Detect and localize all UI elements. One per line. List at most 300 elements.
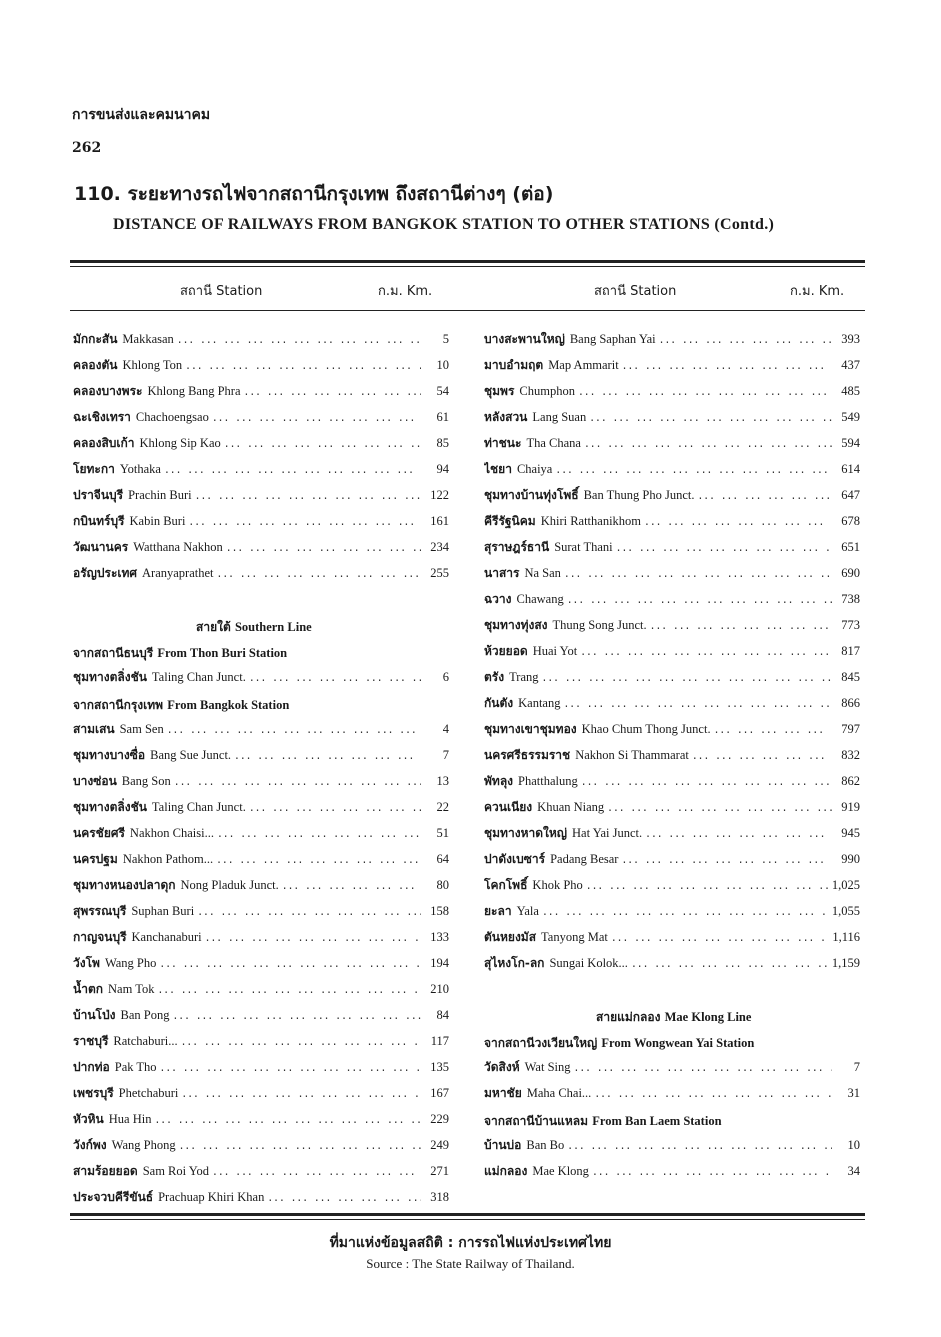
distance-km: 6 — [442, 670, 449, 684]
station-name-thai: ชุมพร — [484, 384, 515, 398]
station-name-thai: สามเสน — [73, 722, 115, 736]
section-label-english: From Ban Laem Station — [592, 1114, 722, 1128]
station-name-english: Kanchanaburi — [131, 930, 202, 944]
station-name-english: Trang — [509, 670, 539, 684]
station-name-english: Prachuap Khiri Khan — [158, 1190, 265, 1204]
station-name-english: Wang Phong — [111, 1138, 176, 1152]
table-row — [484, 850, 860, 870]
station-name-thai: มักกะสัน — [73, 332, 118, 346]
distance-km: 1,116 — [832, 930, 860, 944]
station-name-thai: สามร้อยยอด — [73, 1164, 138, 1178]
station-name-thai: คลองสิบเก้า — [73, 436, 135, 450]
dot-leader — [235, 748, 421, 762]
from-wongwean-heading — [484, 1034, 754, 1053]
source-english: Source : The State Railway of Thailand. — [366, 1256, 575, 1271]
distance-km: 1,159 — [831, 956, 860, 970]
table-row — [484, 486, 860, 506]
table-row — [73, 928, 449, 948]
distance-km: 10 — [847, 1138, 860, 1152]
table-row — [73, 668, 449, 688]
station-name-english: Wat Sing — [524, 1060, 571, 1074]
page-header-category: การขนส่งและคมนาคม — [72, 107, 211, 123]
table-row — [484, 642, 860, 662]
table-row — [73, 876, 449, 896]
station-name-english: Aranyaprathet — [142, 566, 214, 580]
table-top-rule-thin — [70, 266, 865, 267]
table-title-english: DISTANCE OF RAILWAYS FROM BANGKOK STATION TO OTHER STATIONS (Contd.) — [113, 216, 775, 233]
table-row — [484, 512, 860, 532]
distance-km: 5 — [442, 332, 449, 346]
station-name-thai: ยะลา — [484, 904, 512, 918]
dot-leader — [189, 514, 421, 528]
distance-km: 866 — [841, 696, 860, 710]
dot-leader — [587, 878, 828, 892]
station-name-thai: วัดสิงห์ — [484, 1060, 520, 1074]
southern-line-heading — [196, 618, 312, 637]
station-name-thai: นาสาร — [484, 566, 520, 580]
source-thai: ที่มาแห่งข้อมูลสถิติ : การรถไฟแห่งประเทศไทย — [329, 1235, 612, 1251]
table-row — [484, 330, 860, 350]
distance-km: 1,025 — [831, 878, 860, 892]
table-bottom-rule-thin — [70, 1219, 865, 1220]
table-row — [73, 980, 449, 1000]
section-label-english: From Thon Buri Station — [157, 646, 288, 660]
station-name-thai: ปาดังเบซาร์ — [484, 852, 546, 866]
distance-km: 271 — [430, 1164, 449, 1178]
dot-leader — [198, 904, 421, 918]
section-label-thai: สายแม่กลอง — [596, 1010, 661, 1024]
dot-leader — [582, 774, 832, 788]
table-row — [73, 330, 449, 350]
dot-leader — [182, 1086, 421, 1100]
distance-km: 549 — [841, 410, 860, 424]
dot-leader — [575, 1060, 833, 1074]
dot-leader — [245, 384, 421, 398]
distance-km: 862 — [841, 774, 860, 788]
dot-leader — [579, 384, 832, 398]
station-name-thai: น้ำตก — [73, 982, 103, 996]
station-name-english: Ban Thung Pho Junct. — [583, 488, 695, 502]
distance-km: 80 — [436, 878, 449, 892]
dot-leader — [155, 1112, 421, 1126]
table-row — [73, 434, 449, 454]
station-name-english: Khlong Sip Kao — [139, 436, 221, 450]
table-row — [484, 1162, 860, 1182]
dot-leader — [213, 1164, 421, 1178]
section-label-thai: จากสถานีวงเวียนใหญ่ — [484, 1036, 598, 1050]
station-name-thai: คลองตัน — [73, 358, 118, 372]
station-name-thai: สุราษฎร์ธานี — [484, 540, 550, 554]
table-row — [73, 460, 449, 480]
distance-km: 594 — [841, 436, 860, 450]
station-name-english: Suphan Buri — [131, 904, 195, 918]
right-station-header: สถานี Station — [594, 284, 677, 299]
table-row — [73, 1188, 449, 1208]
dot-leader — [612, 930, 828, 944]
dot-leader — [698, 488, 832, 502]
distance-km: 614 — [841, 462, 860, 476]
distance-km: 690 — [841, 566, 860, 580]
station-name-english: Lang Suan — [532, 410, 587, 424]
table-row — [484, 1084, 860, 1104]
station-name-thai: หัวหิน — [73, 1112, 104, 1126]
station-name-thai: ประจวบคีรีขันธ์ — [73, 1190, 154, 1204]
section-label-english: From Wongwean Yai Station — [601, 1036, 755, 1050]
station-name-english: Nong Pladuk Junct. — [180, 878, 279, 892]
dot-leader — [565, 566, 832, 580]
station-name-thai: ชุมทางบ้านทุ่งโพธิ์ — [484, 488, 579, 502]
dot-leader — [268, 1190, 421, 1204]
from-thon-buri-heading — [73, 644, 287, 663]
dot-leader — [568, 1138, 832, 1152]
station-name-english: Wang Pho — [104, 956, 157, 970]
dot-leader — [590, 410, 832, 424]
table-row — [484, 460, 860, 480]
section-label-english: Southern Line — [234, 620, 312, 634]
distance-km: 4 — [442, 722, 449, 736]
dot-leader — [617, 540, 832, 554]
from-bangkok-heading — [73, 696, 289, 715]
station-name-english: Taling Chan Junct. — [151, 670, 246, 684]
distance-km: 13 — [436, 774, 449, 788]
table-row — [484, 434, 860, 454]
station-name-thai: ปากท่อ — [73, 1060, 110, 1074]
table-row — [73, 902, 449, 922]
distance-km: 7 — [853, 1060, 860, 1074]
station-name-english: Chachoengsao — [135, 410, 209, 424]
distance-km: 54 — [436, 384, 449, 398]
dot-leader — [543, 904, 828, 918]
station-name-english: Prachin Buri — [128, 488, 192, 502]
dot-leader — [568, 592, 832, 606]
distance-km: 158 — [430, 904, 449, 918]
table-row — [73, 486, 449, 506]
station-name-thai: กันตัง — [484, 696, 514, 710]
station-name-english: Tanyong Mat — [541, 930, 608, 944]
station-name-english: Mae Klong — [532, 1164, 589, 1178]
station-name-english: Watthana Nakhon — [133, 540, 223, 554]
dot-leader — [622, 852, 832, 866]
dot-leader — [160, 956, 421, 970]
dot-leader — [225, 436, 421, 450]
table-row — [73, 798, 449, 818]
distance-km: 122 — [430, 488, 449, 502]
dot-leader — [165, 462, 421, 476]
station-name-english: Bang Sue Junct. — [150, 748, 232, 762]
dot-leader — [213, 410, 421, 424]
table-bottom-rule — [70, 1213, 865, 1216]
station-name-english: Huai Yot — [532, 644, 578, 658]
dot-leader — [564, 696, 832, 710]
station-name-thai: โคกโพธิ์ — [484, 878, 528, 892]
station-name-thai: โยทะกา — [73, 462, 115, 476]
distance-km: 34 — [847, 1164, 860, 1178]
dot-leader — [227, 540, 421, 554]
station-name-thai: คีรีรัฐนิคม — [484, 514, 536, 528]
distance-km: 437 — [841, 358, 860, 372]
table-row — [484, 902, 860, 922]
distance-km: 255 — [430, 566, 449, 580]
table-row — [484, 564, 860, 584]
dot-leader — [173, 1008, 421, 1022]
station-name-thai: บางซ่อน — [73, 774, 117, 788]
station-name-english: Nakhon Si Thammarat — [575, 748, 689, 762]
dot-leader — [660, 332, 832, 346]
dot-leader — [168, 722, 421, 736]
dot-leader — [715, 722, 832, 736]
station-name-thai: วังก์พง — [73, 1138, 107, 1152]
station-name-thai: วัฒนานคร — [73, 540, 129, 554]
from-ban-laem-heading — [484, 1112, 722, 1131]
header-bottom-rule — [70, 310, 865, 311]
dot-leader — [651, 618, 832, 632]
section-label-thai: สายใต้ — [196, 620, 231, 634]
mae-klong-line-heading — [596, 1008, 751, 1027]
dot-leader — [581, 644, 832, 658]
station-name-english: Khlong Ton — [122, 358, 183, 372]
table-row — [484, 382, 860, 402]
table-row — [484, 798, 860, 818]
dot-leader — [595, 1086, 832, 1100]
distance-km: 61 — [436, 410, 449, 424]
station-name-english: Bang Saphan Yai — [569, 332, 656, 346]
station-name-thai: กาญจนบุรี — [73, 930, 127, 944]
table-row — [484, 538, 860, 558]
station-name-thai: ชุมทางทุ่งสง — [484, 618, 548, 632]
station-name-english: Makkasan — [122, 332, 174, 346]
table-row — [73, 512, 449, 532]
distance-km: 210 — [430, 982, 449, 996]
table-row — [73, 1006, 449, 1026]
station-name-thai: หลังสวน — [484, 410, 528, 424]
distance-km: 651 — [841, 540, 860, 554]
table-row — [73, 1110, 449, 1130]
station-name-english: Hat Yai Junct. — [572, 826, 643, 840]
distance-km: 249 — [430, 1138, 449, 1152]
station-name-thai: บางสะพานใหญ่ — [484, 332, 565, 346]
dot-leader — [585, 436, 832, 450]
dot-leader — [593, 1164, 832, 1178]
dot-leader — [250, 800, 421, 814]
station-name-thai: วังโพ — [73, 956, 100, 970]
station-name-thai: ชุมทางตลิ่งชัน — [73, 800, 147, 814]
distance-km: 85 — [436, 436, 449, 450]
table-row — [484, 746, 860, 766]
dot-leader — [206, 930, 421, 944]
distance-km: 84 — [436, 1008, 449, 1022]
station-name-thai: ฉะเชิงเทรา — [73, 410, 131, 424]
station-name-english: Ban Bo — [526, 1138, 565, 1152]
distance-km: 31 — [847, 1086, 860, 1100]
station-name-english: Na San — [524, 566, 561, 580]
station-name-thai: ควนเนียง — [484, 800, 533, 814]
distance-km: 22 — [436, 800, 449, 814]
table-row — [73, 1162, 449, 1182]
station-name-english: Sam Roi Yod — [142, 1164, 210, 1178]
station-name-thai: มาบอำมฤต — [484, 358, 544, 372]
dot-leader — [178, 332, 421, 346]
station-name-english: Padang Besar — [550, 852, 619, 866]
table-row — [484, 720, 860, 740]
station-name-english: Sungai Kolok... — [549, 956, 628, 970]
dot-leader — [250, 670, 421, 684]
station-name-thai: บ้านบ่อ — [484, 1138, 522, 1152]
station-name-thai: แม่กลอง — [484, 1164, 528, 1178]
dot-leader — [175, 774, 421, 788]
table-row — [484, 590, 860, 610]
station-name-english: Nam Tok — [108, 982, 155, 996]
table-row — [73, 538, 449, 558]
station-name-thai: ท่าชนะ — [484, 436, 522, 450]
station-name-thai: มหาชัย — [484, 1086, 522, 1100]
table-row — [73, 1058, 449, 1078]
station-name-english: Yala — [516, 904, 539, 918]
dot-leader — [158, 982, 421, 996]
station-name-english: Bang Son — [121, 774, 171, 788]
station-name-thai: นครชัยศรี — [73, 826, 125, 840]
distance-km: 945 — [841, 826, 860, 840]
distance-km: 485 — [841, 384, 860, 398]
table-row — [73, 1084, 449, 1104]
distance-km: 64 — [436, 852, 449, 866]
table-title-thai: 110. ระยะทางรถไฟจากสถานีกรุงเทพ ถึงสถานีต่างๆ (ต่อ) — [74, 183, 554, 205]
station-name-thai: สุไหงโก-ลก — [484, 956, 545, 970]
station-name-english: Chawang — [516, 592, 564, 606]
dot-leader — [182, 1034, 421, 1048]
dot-leader — [632, 956, 828, 970]
dot-leader — [218, 826, 421, 840]
distance-km: 318 — [430, 1190, 449, 1204]
station-name-english: Tha Chana — [526, 436, 581, 450]
dot-leader — [646, 826, 832, 840]
section-label-english: From Bangkok Station — [167, 698, 290, 712]
dot-leader — [180, 1138, 421, 1152]
table-row — [484, 772, 860, 792]
station-name-thai: คลองบางพระ — [73, 384, 143, 398]
table-row — [484, 356, 860, 376]
station-name-thai: ชุมทางเขาชุมทอง — [484, 722, 577, 736]
station-name-english: Khao Chum Thong Junct. — [581, 722, 711, 736]
section-label-thai: จากสถานีกรุงเทพ — [73, 698, 164, 712]
station-name-english: Hua Hin — [108, 1112, 152, 1126]
station-name-thai: นครปฐม — [73, 852, 118, 866]
station-name-english: Sam Sen — [119, 722, 164, 736]
station-name-english: Ban Pong — [120, 1008, 170, 1022]
station-name-thai: ราชบุรี — [73, 1034, 109, 1048]
table-row — [73, 772, 449, 792]
table-row — [484, 1058, 860, 1078]
table-row — [73, 1136, 449, 1156]
dot-leader — [608, 800, 832, 814]
distance-km: 167 — [430, 1086, 449, 1100]
table-row — [484, 876, 860, 896]
station-name-thai: ฉวาง — [484, 592, 512, 606]
table-row — [73, 824, 449, 844]
station-name-english: Khok Pho — [532, 878, 583, 892]
distance-km: 817 — [841, 644, 860, 658]
dot-leader — [543, 670, 832, 684]
distance-km: 832 — [841, 748, 860, 762]
station-name-english: Khlong Bang Phra — [147, 384, 241, 398]
distance-km: 7 — [442, 748, 449, 762]
distance-km: 229 — [430, 1112, 449, 1126]
station-name-english: Khuan Niang — [537, 800, 605, 814]
station-name-english: Thung Song Junct. — [552, 618, 647, 632]
distance-km: 1,055 — [831, 904, 860, 918]
table-row — [73, 850, 449, 870]
table-row — [73, 564, 449, 584]
section-label-thai: จากสถานีธนบุรี — [73, 646, 154, 660]
distance-km: 133 — [430, 930, 449, 944]
table-row — [73, 356, 449, 376]
table-row — [484, 824, 860, 844]
distance-km: 990 — [841, 852, 860, 866]
distance-km: 919 — [841, 800, 860, 814]
left-station-header: สถานี Station — [180, 284, 263, 299]
dot-leader — [218, 566, 421, 580]
station-name-thai: ชุมทางบางซื่อ — [73, 748, 146, 762]
table-row — [73, 408, 449, 428]
station-name-english: Pak Tho — [114, 1060, 157, 1074]
distance-km: 678 — [841, 514, 860, 528]
distance-km: 393 — [841, 332, 860, 346]
station-name-thai: ตรัง — [484, 670, 505, 684]
dot-leader — [645, 514, 832, 528]
dot-leader — [623, 358, 832, 372]
table-row — [484, 1136, 860, 1156]
station-name-thai: ปราจีนบุรี — [73, 488, 124, 502]
station-name-thai: ชุมทางตลิ่งชัน — [73, 670, 147, 684]
station-name-english: Surat Thani — [554, 540, 613, 554]
distance-km: 51 — [436, 826, 449, 840]
table-row — [73, 746, 449, 766]
table-row — [73, 382, 449, 402]
table-row — [484, 928, 860, 948]
station-name-english: Maha Chai... — [526, 1086, 592, 1100]
station-name-thai: ตันหยงมัส — [484, 930, 537, 944]
station-name-thai: ชุมทางหนองปลาดุก — [73, 878, 176, 892]
station-name-english: Phatthalung — [518, 774, 578, 788]
distance-km: 773 — [841, 618, 860, 632]
distance-km: 135 — [430, 1060, 449, 1074]
station-name-thai: พัทลุง — [484, 774, 514, 788]
station-name-english: Kantang — [518, 696, 561, 710]
station-name-thai: ไชยา — [484, 462, 512, 476]
distance-km: 647 — [841, 488, 860, 502]
dot-leader — [693, 748, 832, 762]
distance-km: 94 — [436, 462, 449, 476]
station-name-english: Chaiya — [516, 462, 553, 476]
table-row — [484, 954, 860, 974]
station-name-thai: สุพรรณบุรี — [73, 904, 127, 918]
table-row — [73, 1032, 449, 1052]
distance-km: 845 — [841, 670, 860, 684]
station-name-english: Kabin Buri — [129, 514, 186, 528]
table-row — [73, 720, 449, 740]
left-km-header: ก.ม. Km. — [378, 284, 433, 299]
right-km-header: ก.ม. Km. — [790, 284, 845, 299]
station-name-thai: ชุมทางหาดใหญ่ — [484, 826, 567, 840]
station-name-english: Ratchaburi... — [113, 1034, 178, 1048]
station-name-thai: กบินทร์บุรี — [73, 514, 125, 528]
table-row — [484, 668, 860, 688]
page-number: 262 — [72, 140, 102, 156]
distance-km: 194 — [430, 956, 449, 970]
distance-km: 234 — [430, 540, 449, 554]
table-top-rule — [70, 260, 865, 263]
dot-leader — [196, 488, 421, 502]
station-name-thai: อรัญประเทศ — [73, 566, 138, 580]
